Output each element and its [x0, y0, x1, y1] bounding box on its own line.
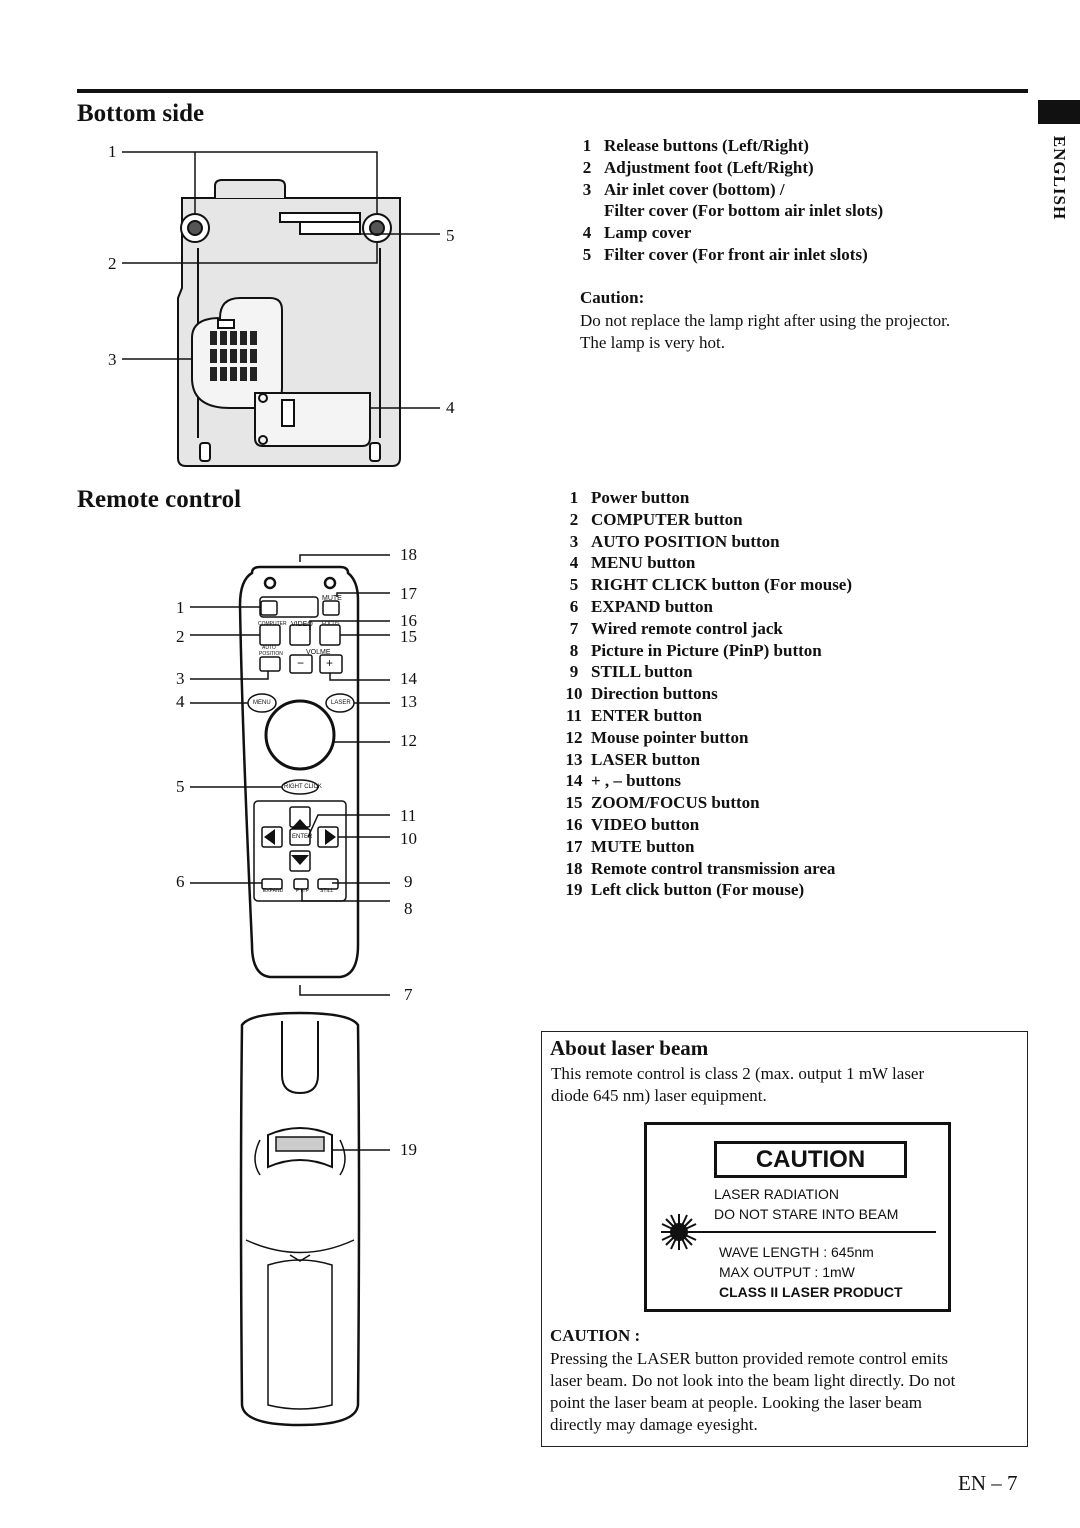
list-item: 2 COMPUTER button	[569, 509, 743, 529]
remote-control-list	[557, 487, 852, 901]
list-item: 16 VIDEO button	[565, 814, 700, 834]
list-item: 14 + , – buttons	[565, 771, 681, 791]
laser-caution-line-3: point the laser beam at people. Looking the laser beam	[550, 1393, 922, 1412]
mute-button-label: MUTE	[322, 595, 342, 602]
list-item: 19 Left click button (For mouse)	[565, 880, 805, 900]
list-item: Filter cover (For bottom air inlet slots)	[604, 201, 884, 221]
list-item: 5 RIGHT CLICK button (For mouse)	[569, 575, 853, 595]
remote-callout-7: 7	[404, 985, 413, 1004]
bottom-side-list	[570, 135, 883, 266]
list-item: 10 Direction buttons	[565, 684, 718, 704]
plus-button-label: +	[326, 656, 334, 670]
remote-callout-5: 5	[176, 777, 185, 796]
callout-4: 4	[446, 398, 455, 417]
remote-callout-16: 16	[400, 611, 417, 630]
laser-starburst-icon	[659, 1212, 699, 1252]
callout-3: 3	[108, 350, 117, 369]
remote-callout-19: 19	[400, 1140, 417, 1159]
video-button-label: VIDEO	[291, 621, 313, 628]
remote-callout-9: 9	[404, 872, 413, 891]
list-item: 7 Wired remote control jack	[569, 618, 783, 638]
list-item: 18 Remote control transmission area	[565, 858, 836, 878]
remote-callout-2: 2	[176, 627, 185, 646]
language-tab	[1038, 128, 1080, 228]
list-item: 5 Filter cover (For front air inlet slots)	[582, 244, 868, 264]
laser-caution-line-4: directly may damage eyesight.	[550, 1415, 758, 1434]
bottom-caution-text-1: Do not replace the lamp right after using the projector.	[580, 311, 951, 330]
remote-callout-13: 13	[400, 692, 417, 711]
laser-caution-line-2: laser beam. Do not look into the beam light directly. Do not	[550, 1371, 956, 1390]
projector-bottom-diagram	[100, 138, 470, 473]
label-line-2: DO NOT STARE INTO BEAM	[714, 1206, 899, 1222]
list-item: 8 Picture in Picture (PinP) button	[569, 640, 822, 660]
remote-control-diagram	[190, 545, 420, 1435]
remote-callout-18: 18	[400, 545, 417, 564]
still-button-label: STILL	[320, 888, 334, 894]
focus-button-label: FOCUS	[322, 621, 340, 627]
list-item: 3 Air inlet cover (bottom) /	[582, 179, 785, 199]
callout-1: 1	[108, 142, 117, 161]
callout-2: 2	[108, 254, 117, 273]
language-tab-marker	[1038, 100, 1080, 124]
remote-callout-14: 14	[400, 669, 417, 688]
laser-beam-line	[694, 1229, 936, 1235]
remote-callout-1: 1	[176, 598, 185, 617]
label-line-1: LASER RADIATION	[714, 1186, 839, 1202]
list-item: 6 EXPAND button	[569, 596, 714, 616]
list-item: 17 MUTE button	[565, 836, 695, 856]
expand-button-label: EXPAND	[263, 888, 284, 894]
list-item: 1 Release buttons (Left/Right)	[582, 136, 809, 155]
label-line-5: CLASS II LASER PRODUCT	[719, 1284, 903, 1300]
right-click-button-label: RIGHT CLICK	[284, 784, 322, 790]
bottom-caution-heading: Caution:	[580, 288, 645, 307]
enter-button-label: ENTER	[292, 834, 313, 840]
laser-caution-heading: CAUTION :	[550, 1326, 641, 1345]
remote-callout-6: 6	[176, 872, 185, 891]
top-rule	[77, 89, 1028, 93]
list-item: 15 ZOOM/FOCUS button	[565, 793, 760, 813]
laser-text-2: diode 645 nm) laser equipment.	[551, 1086, 767, 1105]
list-item: 3 AUTO POSITION button	[569, 531, 780, 551]
list-item: 2 Adjustment foot (Left/Right)	[582, 157, 814, 177]
label-line-4: MAX OUTPUT : 1mW	[719, 1264, 855, 1280]
caution-badge: CAUTION	[714, 1141, 907, 1178]
remote-callout-3: 3	[176, 669, 185, 688]
list-item: 4 MENU button	[569, 553, 696, 573]
remote-callout-10: 10	[400, 829, 417, 848]
remote-callout-4: 4	[176, 692, 185, 711]
list-item: 11 ENTER button	[565, 705, 703, 725]
remote-control-title: Remote control	[77, 486, 242, 513]
bottom-caution-text-2: The lamp is very hot.	[580, 333, 725, 352]
auto-label: AUTO	[262, 645, 276, 651]
language-label: ENGLISH	[1050, 135, 1069, 221]
list-item: 12 Mouse pointer button	[565, 727, 749, 747]
laser-button-label: LASER	[331, 700, 351, 706]
laser-text-1: This remote control is class 2 (max. output 1 mW laser	[551, 1064, 925, 1083]
laser-caution-line-1: Pressing the LASER button provided remote control emits	[550, 1349, 949, 1368]
minus-button-label: −	[297, 656, 305, 670]
laser-title: About laser beam	[550, 1036, 709, 1060]
callout-5: 5	[446, 226, 455, 245]
computer-button-label: COMPUTER	[258, 621, 287, 627]
label-line-3: WAVE LENGTH : 645nm	[719, 1244, 874, 1260]
volume-label: VOLME	[306, 649, 331, 656]
list-item: 1 Power button	[569, 488, 690, 507]
remote-callout-8: 8	[404, 899, 413, 918]
page-number: EN – 7	[958, 1471, 1018, 1495]
bottom-side-title: Bottom side	[77, 100, 205, 127]
remote-callout-15: 15	[400, 627, 417, 646]
list-item: 9 STILL button	[569, 662, 693, 682]
remote-callout-12: 12	[400, 731, 417, 750]
menu-button-label: MENU	[253, 700, 271, 706]
pinp-button-label: P in P	[296, 888, 310, 894]
remote-callout-11: 11	[400, 806, 417, 825]
list-item: 4 Lamp cover	[582, 223, 692, 243]
list-item: 13 LASER button	[565, 749, 701, 769]
remote-callout-17: 17	[400, 584, 417, 603]
position-label: POSITION	[259, 651, 283, 657]
